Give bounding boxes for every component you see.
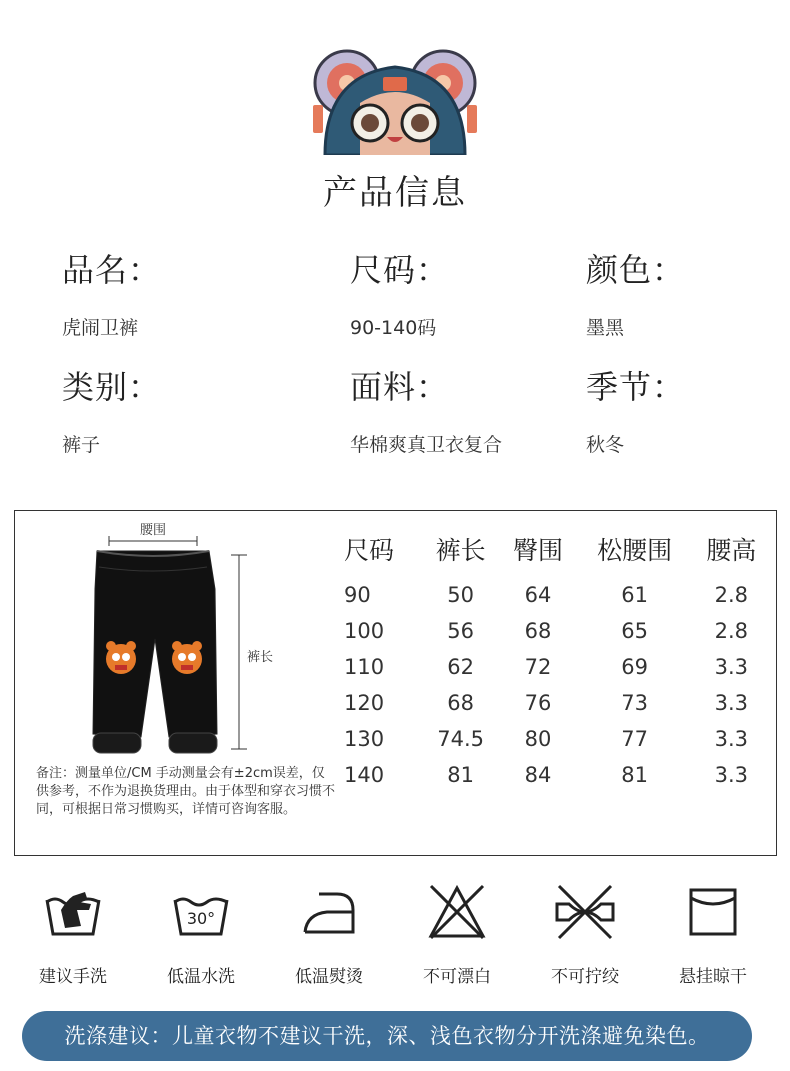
table-cell: 72 [524,655,552,679]
pants-diagram [77,519,297,764]
tiger-patch-icon [172,641,202,674]
size-table [340,531,770,793]
info-fabric-label: 面料： [350,368,450,406]
care-hang-dry [658,880,768,987]
table-cell: 100 [344,619,385,643]
table-cell: 65 [621,619,649,643]
care-label: 悬挂晾干 [679,967,747,987]
care-label: 不可拧绞 [551,967,619,987]
no-bleach-icon [425,880,489,944]
table-cell: 64 [524,583,552,607]
measurement-note: 备注：测量单位/CM 手动测量会有±2cm误差，仅供参考，不作为退换货理由。由于体型和穿衣习惯不同，可根据日常习惯购买，详情可咨询客服。 [36,766,336,817]
table-row [340,685,770,721]
table-cell: 2.8 [714,619,749,643]
wash-30-icon [169,880,233,944]
table-cell: 90 [344,583,371,607]
info-season [586,362,685,457]
table-cell: 50 [447,583,475,607]
table-cell: 3.3 [714,763,749,787]
info-size [350,245,449,340]
table-row [340,613,770,649]
table-cell: 76 [524,691,552,715]
table-cell: 61 [621,583,649,607]
size-table-header: 松腰围 [597,536,673,565]
table-cell: 77 [621,727,649,751]
table-cell: 62 [447,655,475,679]
info-category-label: 类别： [62,368,162,406]
table-row [340,649,770,685]
table-cell: 2.8 [714,583,749,607]
info-name [62,245,161,340]
size-table-header: 臀围 [512,536,563,565]
info-category-value: 裤子 [62,434,101,456]
info-fabric [350,362,502,457]
table-cell: 110 [344,655,385,679]
tiger-logo-icon [305,45,485,155]
length-label: 裤长 [247,650,274,665]
care-label: 建议手洗 [39,967,107,987]
table-cell: 84 [524,763,552,787]
no-wring-icon [553,880,617,944]
table-cell: 3.3 [714,655,749,679]
table-cell: 73 [621,691,649,715]
table-cell: 81 [621,763,649,787]
table-cell: 56 [447,619,475,643]
care-label: 低温熨烫 [295,967,363,987]
size-table-header: 裤长 [435,536,486,565]
iron-low-icon [297,880,361,944]
table-cell: 3.3 [714,691,749,715]
table-row [340,721,770,757]
page-title: 产品信息 [323,173,467,213]
table-cell: 81 [447,763,475,787]
size-table-header: 尺码 [344,536,395,565]
care-hand-wash [18,880,128,987]
tiger-patch-icon [106,641,136,674]
table-row [340,757,770,793]
table-cell: 80 [524,727,552,751]
table-cell: 74.5 [437,727,485,751]
wash-temp-text: 30° [186,909,216,928]
table-cell: 68 [447,691,475,715]
table-cell: 140 [344,763,385,787]
waist-label: 腰围 [139,523,167,538]
info-season-label: 季节： [586,368,686,406]
care-iron-low [274,880,384,987]
size-table-header-row [340,531,770,577]
care-label: 低温水洗 [167,967,235,987]
hang-dry-icon [681,880,745,944]
info-fabric-value: 华棉爽真卫衣复合 [350,434,503,456]
wash-advice-banner: 洗涤建议：儿童衣物不建议干洗，深、浅色衣物分开洗涤避免染色。 [22,1011,752,1061]
table-row [340,577,770,613]
info-name-value: 虎闹卫裤 [62,317,139,339]
info-category [62,362,161,457]
info-season-value: 秋冬 [586,434,625,456]
info-size-value: 90-140码 [350,317,437,339]
info-color-label: 颜色： [586,251,686,289]
table-cell: 120 [344,691,385,715]
info-name-label: 品名： [62,251,162,289]
care-no-wring [530,880,640,987]
table-cell: 69 [621,655,649,679]
info-size-label: 尺码： [350,251,450,289]
size-chart-box [14,510,777,856]
hand-wash-icon [41,880,105,944]
size-table-header: 腰高 [706,536,757,565]
table-cell: 130 [344,727,385,751]
info-color [586,245,685,340]
care-wash-30 [146,880,256,987]
table-cell: 68 [524,619,552,643]
info-color-value: 墨黑 [586,317,625,339]
care-no-bleach [402,880,512,987]
care-label: 不可漂白 [423,967,491,987]
table-cell: 3.3 [714,727,749,751]
